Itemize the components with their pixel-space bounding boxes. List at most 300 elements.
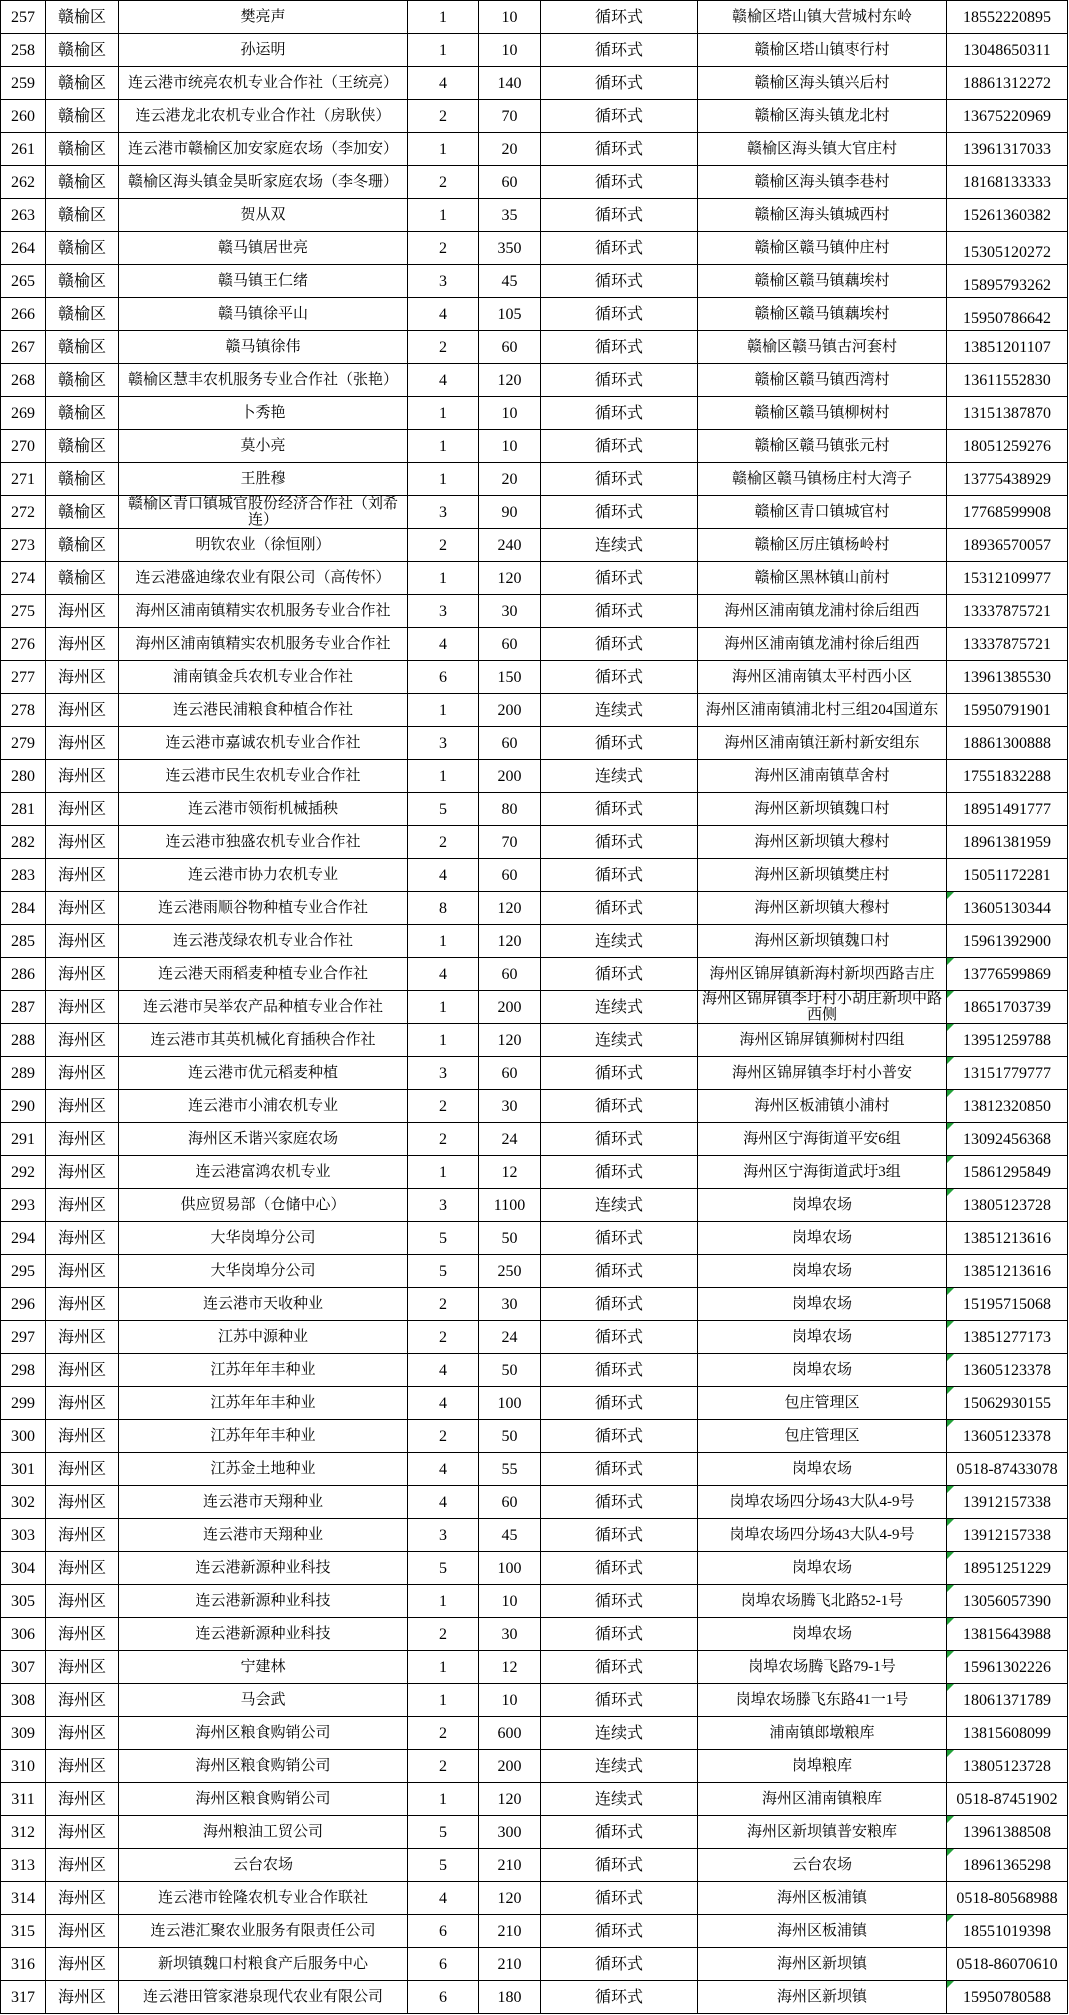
quantity-cell: 4 bbox=[408, 1486, 479, 1519]
capacity-cell: 55 bbox=[479, 1453, 541, 1486]
table-row bbox=[1, 133, 1068, 166]
row-number-cell: 315 bbox=[1, 1915, 46, 1948]
table-row bbox=[1, 892, 1068, 925]
table-row bbox=[1, 694, 1068, 727]
green-triangle-icon bbox=[947, 1519, 954, 1526]
capacity-cell: 120 bbox=[479, 892, 541, 925]
row-number-cell: 306 bbox=[1, 1618, 46, 1651]
dryer-type-cell: 循环式 bbox=[541, 430, 698, 463]
phone-cell: 18552220895 bbox=[947, 1, 1068, 34]
organization-cell: 王胜穆 bbox=[119, 463, 408, 496]
address-cell: 赣榆区青口镇城官村 bbox=[698, 496, 947, 529]
row-number-cell: 268 bbox=[1, 364, 46, 397]
phone-cell: 15861295849 bbox=[947, 1156, 1068, 1189]
address-cell: 赣榆区赣马镇柳树村 bbox=[698, 397, 947, 430]
district-cell: 海州区 bbox=[46, 1420, 119, 1453]
row-number-cell: 264 bbox=[1, 232, 46, 265]
address-cell: 岗埠农场 bbox=[698, 1453, 947, 1486]
capacity-cell: 10 bbox=[479, 34, 541, 67]
dryer-type-cell: 循环式 bbox=[541, 1123, 698, 1156]
organization-cell: 海州区禾谐兴家庭农场 bbox=[119, 1123, 408, 1156]
capacity-cell: 70 bbox=[479, 826, 541, 859]
quantity-cell: 2 bbox=[408, 1090, 479, 1123]
address-cell: 赣榆区黑林镇山前村 bbox=[698, 562, 947, 595]
capacity-cell: 30 bbox=[479, 1288, 541, 1321]
district-cell: 赣榆区 bbox=[46, 463, 119, 496]
address-cell: 岗埠农场四分场43大队4-9号 bbox=[698, 1486, 947, 1519]
table-row bbox=[1, 430, 1068, 463]
organization-cell: 大华岗埠分公司 bbox=[119, 1222, 408, 1255]
capacity-cell: 60 bbox=[479, 1486, 541, 1519]
row-number-cell: 316 bbox=[1, 1948, 46, 1981]
row-number-cell: 294 bbox=[1, 1222, 46, 1255]
phone-cell: 13337875721 bbox=[947, 595, 1068, 628]
organization-cell: 连云港市吴举农产品种植专业合作社 bbox=[119, 991, 408, 1024]
table-row bbox=[1, 1288, 1068, 1321]
address-cell: 海州区锦屏镇新海村新坝西路吉庄 bbox=[698, 958, 947, 991]
organization-cell: 连云港市优元稻麦种植 bbox=[119, 1057, 408, 1090]
green-triangle-icon bbox=[947, 1024, 954, 1031]
row-number-cell: 274 bbox=[1, 562, 46, 595]
district-cell: 海州区 bbox=[46, 793, 119, 826]
capacity-cell: 24 bbox=[479, 1321, 541, 1354]
address-cell: 岗埠农场腾飞路79-1号 bbox=[698, 1651, 947, 1684]
district-cell: 赣榆区 bbox=[46, 298, 119, 331]
district-cell: 海州区 bbox=[46, 1783, 119, 1816]
capacity-cell: 24 bbox=[479, 1123, 541, 1156]
phone-cell: 13815643988 bbox=[947, 1618, 1068, 1651]
address-cell: 海州区板浦镇 bbox=[698, 1915, 947, 1948]
capacity-cell: 20 bbox=[479, 463, 541, 496]
address-cell: 岗埠农场 bbox=[698, 1288, 947, 1321]
phone-cell: 18951251229 bbox=[947, 1552, 1068, 1585]
dryer-type-cell: 循环式 bbox=[541, 100, 698, 133]
dryer-type-cell: 循环式 bbox=[541, 1849, 698, 1882]
quantity-cell: 1 bbox=[408, 694, 479, 727]
organization-cell: 赣马镇居世亮 bbox=[119, 232, 408, 265]
table-row bbox=[1, 1057, 1068, 1090]
quantity-cell: 5 bbox=[408, 1255, 479, 1288]
district-cell: 赣榆区 bbox=[46, 364, 119, 397]
dryer-type-cell: 循环式 bbox=[541, 1, 698, 34]
organization-cell: 连云港汇聚农业服务有限责任公司 bbox=[119, 1915, 408, 1948]
address-cell: 海州区浦南镇龙浦村徐后组西 bbox=[698, 628, 947, 661]
organization-cell: 连云港市嘉诚农机专业合作社 bbox=[119, 727, 408, 760]
dryer-type-cell: 循环式 bbox=[541, 232, 698, 265]
capacity-cell: 50 bbox=[479, 1354, 541, 1387]
phone-cell: 13851213616 bbox=[947, 1255, 1068, 1288]
organization-cell: 赣马镇徐平山 bbox=[119, 298, 408, 331]
quantity-cell: 2 bbox=[408, 1420, 479, 1453]
district-cell: 赣榆区 bbox=[46, 199, 119, 232]
quantity-cell: 4 bbox=[408, 1882, 479, 1915]
table-row bbox=[1, 265, 1068, 298]
capacity-cell: 60 bbox=[479, 166, 541, 199]
organization-cell: 连云港茂绿农机专业合作社 bbox=[119, 925, 408, 958]
organization-cell: 江苏年年丰种业 bbox=[119, 1354, 408, 1387]
organization-cell: 连云港市天翔种业 bbox=[119, 1486, 408, 1519]
district-cell: 海州区 bbox=[46, 1321, 119, 1354]
phone-cell: 18168133333 bbox=[947, 166, 1068, 199]
capacity-cell: 50 bbox=[479, 1420, 541, 1453]
phone-cell: 13048650311 bbox=[947, 34, 1068, 67]
row-number-cell: 300 bbox=[1, 1420, 46, 1453]
district-cell: 赣榆区 bbox=[46, 133, 119, 166]
green-triangle-icon bbox=[947, 1981, 954, 1988]
dryer-type-cell: 循环式 bbox=[541, 859, 698, 892]
organization-cell: 大华岗埠分公司 bbox=[119, 1255, 408, 1288]
row-number-cell: 307 bbox=[1, 1651, 46, 1684]
organization-cell: 赣榆区海头镇金昊昕家庭农场（李冬珊） bbox=[119, 166, 408, 199]
row-number-cell: 298 bbox=[1, 1354, 46, 1387]
address-cell: 赣榆区赣马镇古河套村 bbox=[698, 331, 947, 364]
table-row bbox=[1, 595, 1068, 628]
quantity-cell: 1 bbox=[408, 34, 479, 67]
table-row bbox=[1, 1717, 1068, 1750]
phone-cell: 13337875721 bbox=[947, 628, 1068, 661]
table-row bbox=[1, 628, 1068, 661]
row-number-cell: 309 bbox=[1, 1717, 46, 1750]
dryer-type-cell: 循环式 bbox=[541, 1816, 698, 1849]
quantity-cell: 5 bbox=[408, 793, 479, 826]
phone-cell: 15195715068 bbox=[947, 1288, 1068, 1321]
row-number-cell: 297 bbox=[1, 1321, 46, 1354]
organization-cell: 江苏年年丰种业 bbox=[119, 1420, 408, 1453]
capacity-cell: 30 bbox=[479, 595, 541, 628]
quantity-cell: 1 bbox=[408, 463, 479, 496]
row-number-cell: 266 bbox=[1, 298, 46, 331]
table-row bbox=[1, 661, 1068, 694]
quantity-cell: 2 bbox=[408, 1123, 479, 1156]
district-cell: 海州区 bbox=[46, 1948, 119, 1981]
organization-cell: 连云港富鸿农机专业 bbox=[119, 1156, 408, 1189]
dryer-type-cell: 循环式 bbox=[541, 1222, 698, 1255]
dryer-type-cell: 循环式 bbox=[541, 727, 698, 760]
quantity-cell: 2 bbox=[408, 1321, 479, 1354]
district-cell: 海州区 bbox=[46, 1222, 119, 1255]
green-triangle-icon bbox=[947, 1387, 954, 1394]
table-row bbox=[1, 298, 1068, 331]
phone-cell: 15062930155 bbox=[947, 1387, 1068, 1420]
capacity-cell: 12 bbox=[479, 1156, 541, 1189]
phone-cell: 15950791901 bbox=[947, 694, 1068, 727]
district-cell: 海州区 bbox=[46, 1651, 119, 1684]
phone-cell: 13851213616 bbox=[947, 1222, 1068, 1255]
organization-cell: 海州区浦南镇精实农机服务专业合作社 bbox=[119, 595, 408, 628]
row-number-cell: 278 bbox=[1, 694, 46, 727]
phone-cell: 13775438929 bbox=[947, 463, 1068, 496]
table-row bbox=[1, 1156, 1068, 1189]
table-body bbox=[1, 1, 1068, 2014]
table-row bbox=[1, 199, 1068, 232]
dryer-type-cell: 循环式 bbox=[541, 1618, 698, 1651]
address-cell: 岗埠农场 bbox=[698, 1189, 947, 1222]
row-number-cell: 305 bbox=[1, 1585, 46, 1618]
table-row bbox=[1, 331, 1068, 364]
quantity-cell: 1 bbox=[408, 1, 479, 34]
address-cell: 岗埠农场滕飞东路41一1号 bbox=[698, 1684, 947, 1717]
phone-cell: 15312109977 bbox=[947, 562, 1068, 595]
green-triangle-icon bbox=[947, 1849, 954, 1856]
quantity-cell: 4 bbox=[408, 298, 479, 331]
row-number-cell: 257 bbox=[1, 1, 46, 34]
quantity-cell: 4 bbox=[408, 1387, 479, 1420]
district-cell: 海州区 bbox=[46, 1519, 119, 1552]
capacity-cell: 210 bbox=[479, 1849, 541, 1882]
row-number-cell: 289 bbox=[1, 1057, 46, 1090]
quantity-cell: 1 bbox=[408, 991, 479, 1024]
green-triangle-icon bbox=[947, 1585, 954, 1592]
dryer-type-cell: 连续式 bbox=[541, 1024, 698, 1057]
quantity-cell: 4 bbox=[408, 958, 479, 991]
dryer-type-cell: 连续式 bbox=[541, 925, 698, 958]
table-row bbox=[1, 793, 1068, 826]
capacity-cell: 240 bbox=[479, 529, 541, 562]
address-cell: 岗埠农场 bbox=[698, 1552, 947, 1585]
table-row bbox=[1, 1552, 1068, 1585]
capacity-cell: 120 bbox=[479, 1024, 541, 1057]
dryer-type-cell: 循环式 bbox=[541, 1981, 698, 2014]
dryer-type-cell: 连续式 bbox=[541, 694, 698, 727]
capacity-cell: 250 bbox=[479, 1255, 541, 1288]
phone-cell: 13812320850 bbox=[947, 1090, 1068, 1123]
district-cell: 海州区 bbox=[46, 1618, 119, 1651]
quantity-cell: 2 bbox=[408, 826, 479, 859]
organization-cell: 海州区粮食购销公司 bbox=[119, 1750, 408, 1783]
quantity-cell: 1 bbox=[408, 133, 479, 166]
table-row bbox=[1, 166, 1068, 199]
district-cell: 海州区 bbox=[46, 1684, 119, 1717]
dryer-type-cell: 循环式 bbox=[541, 199, 698, 232]
phone-cell: 13912157338 bbox=[947, 1519, 1068, 1552]
capacity-cell: 100 bbox=[479, 1552, 541, 1585]
quantity-cell: 5 bbox=[408, 1222, 479, 1255]
phone-cell: 15305120272 bbox=[947, 232, 1068, 265]
row-number-cell: 304 bbox=[1, 1552, 46, 1585]
quantity-cell: 1 bbox=[408, 562, 479, 595]
capacity-cell: 120 bbox=[479, 1783, 541, 1816]
district-cell: 赣榆区 bbox=[46, 166, 119, 199]
table-row bbox=[1, 1420, 1068, 1453]
address-cell: 海州区锦屏镇李圩村小胡庄新坝中路西侧 bbox=[698, 991, 947, 1024]
row-number-cell: 281 bbox=[1, 793, 46, 826]
row-number-cell: 312 bbox=[1, 1816, 46, 1849]
table-row bbox=[1, 1123, 1068, 1156]
table-row bbox=[1, 1816, 1068, 1849]
district-cell: 海州区 bbox=[46, 1189, 119, 1222]
table-row bbox=[1, 1585, 1068, 1618]
district-cell: 海州区 bbox=[46, 859, 119, 892]
address-cell: 海州区宁海街道平安6组 bbox=[698, 1123, 947, 1156]
table-row bbox=[1, 529, 1068, 562]
quantity-cell: 5 bbox=[408, 1552, 479, 1585]
quantity-cell: 3 bbox=[408, 1519, 479, 1552]
quantity-cell: 1 bbox=[408, 1585, 479, 1618]
phone-cell: 13675220969 bbox=[947, 100, 1068, 133]
district-cell: 海州区 bbox=[46, 628, 119, 661]
district-cell: 海州区 bbox=[46, 694, 119, 727]
address-cell: 赣榆区海头镇李巷村 bbox=[698, 166, 947, 199]
organization-cell: 卜秀艳 bbox=[119, 397, 408, 430]
capacity-cell: 12 bbox=[479, 1651, 541, 1684]
phone-cell: 13912157338 bbox=[947, 1486, 1068, 1519]
green-triangle-icon bbox=[947, 1552, 954, 1559]
address-cell: 岗埠农场 bbox=[698, 1255, 947, 1288]
green-triangle-icon bbox=[947, 1816, 954, 1823]
address-cell: 包庄管理区 bbox=[698, 1387, 947, 1420]
district-cell: 海州区 bbox=[46, 991, 119, 1024]
address-cell: 赣榆区海头镇大官庄村 bbox=[698, 133, 947, 166]
organization-cell: 孙运明 bbox=[119, 34, 408, 67]
table-row bbox=[1, 34, 1068, 67]
organization-cell: 赣榆区青口镇城官股份经济合作社（刘希连） bbox=[119, 496, 408, 529]
dryer-type-cell: 连续式 bbox=[541, 1717, 698, 1750]
address-cell: 海州区新坝镇魏口村 bbox=[698, 925, 947, 958]
table-row bbox=[1, 1387, 1068, 1420]
district-cell: 赣榆区 bbox=[46, 529, 119, 562]
organization-cell: 贺从双 bbox=[119, 199, 408, 232]
district-cell: 海州区 bbox=[46, 1849, 119, 1882]
phone-cell: 15895793262 bbox=[947, 265, 1068, 298]
address-cell: 海州区浦南镇龙浦村徐后组西 bbox=[698, 595, 947, 628]
capacity-cell: 120 bbox=[479, 562, 541, 595]
organization-cell: 连云港田管家港泉现代农业有限公司 bbox=[119, 1981, 408, 2014]
district-cell: 海州区 bbox=[46, 1486, 119, 1519]
address-cell: 海州区新坝镇普安粮库 bbox=[698, 1816, 947, 1849]
row-number-cell: 262 bbox=[1, 166, 46, 199]
dryer-type-cell: 循环式 bbox=[541, 34, 698, 67]
district-cell: 赣榆区 bbox=[46, 331, 119, 364]
table-row bbox=[1, 496, 1068, 529]
green-triangle-icon bbox=[947, 991, 954, 998]
quantity-cell: 4 bbox=[408, 67, 479, 100]
phone-cell: 18961365298 bbox=[947, 1849, 1068, 1882]
organization-cell: 江苏金土地种业 bbox=[119, 1453, 408, 1486]
table-row bbox=[1, 1618, 1068, 1651]
phone-cell: 13776599869 bbox=[947, 958, 1068, 991]
district-cell: 海州区 bbox=[46, 1750, 119, 1783]
organization-cell: 连云港市独盛农机专业合作社 bbox=[119, 826, 408, 859]
quantity-cell: 1 bbox=[408, 199, 479, 232]
quantity-cell: 1 bbox=[408, 1783, 479, 1816]
quantity-cell: 3 bbox=[408, 727, 479, 760]
row-number-cell: 295 bbox=[1, 1255, 46, 1288]
address-cell: 浦南镇郎墩粮库 bbox=[698, 1717, 947, 1750]
district-cell: 赣榆区 bbox=[46, 67, 119, 100]
dryer-type-cell: 循环式 bbox=[541, 133, 698, 166]
row-number-cell: 259 bbox=[1, 67, 46, 100]
phone-cell: 13605130344 bbox=[947, 892, 1068, 925]
organization-cell: 海州粮油工贸公司 bbox=[119, 1816, 408, 1849]
quantity-cell: 2 bbox=[408, 1750, 479, 1783]
address-cell: 岗埠农场 bbox=[698, 1354, 947, 1387]
district-cell: 海州区 bbox=[46, 1024, 119, 1057]
organization-cell: 连云港市赣榆区加安家庭农场（李加安） bbox=[119, 133, 408, 166]
address-cell: 海州区锦屏镇狮树村四组 bbox=[698, 1024, 947, 1057]
district-cell: 海州区 bbox=[46, 1255, 119, 1288]
dryer-type-cell: 循环式 bbox=[541, 1453, 698, 1486]
district-cell: 海州区 bbox=[46, 1090, 119, 1123]
green-triangle-icon bbox=[947, 1684, 954, 1691]
quantity-cell: 1 bbox=[408, 1684, 479, 1717]
green-triangle-icon bbox=[947, 1288, 954, 1295]
dryer-type-cell: 循环式 bbox=[541, 1090, 698, 1123]
capacity-cell: 60 bbox=[479, 958, 541, 991]
row-number-cell: 283 bbox=[1, 859, 46, 892]
address-cell: 赣榆区赣马镇张元村 bbox=[698, 430, 947, 463]
table-row bbox=[1, 958, 1068, 991]
row-number-cell: 273 bbox=[1, 529, 46, 562]
capacity-cell: 60 bbox=[479, 628, 541, 661]
quantity-cell: 4 bbox=[408, 859, 479, 892]
capacity-cell: 200 bbox=[479, 694, 541, 727]
phone-cell: 15051172281 bbox=[947, 859, 1068, 892]
address-cell: 赣榆区海头镇兴后村 bbox=[698, 67, 947, 100]
district-cell: 海州区 bbox=[46, 826, 119, 859]
green-triangle-icon bbox=[947, 1486, 954, 1493]
capacity-cell: 140 bbox=[479, 67, 541, 100]
row-number-cell: 272 bbox=[1, 496, 46, 529]
address-cell: 岗埠农场腾飞北路52-1号 bbox=[698, 1585, 947, 1618]
green-triangle-icon bbox=[947, 1354, 954, 1361]
address-cell: 赣榆区赣马镇仲庄村 bbox=[698, 232, 947, 265]
capacity-cell: 210 bbox=[479, 1948, 541, 1981]
address-cell: 海州区浦南镇草舍村 bbox=[698, 760, 947, 793]
address-cell: 海州区新坝镇大穆村 bbox=[698, 892, 947, 925]
quantity-cell: 5 bbox=[408, 1816, 479, 1849]
address-cell: 赣榆区赣马镇西湾村 bbox=[698, 364, 947, 397]
capacity-cell: 200 bbox=[479, 1750, 541, 1783]
row-number-cell: 310 bbox=[1, 1750, 46, 1783]
district-cell: 赣榆区 bbox=[46, 1, 119, 34]
phone-cell: 18051259276 bbox=[947, 430, 1068, 463]
table-row bbox=[1, 1981, 1068, 2014]
address-cell: 海州区浦南镇汪新村新安组东 bbox=[698, 727, 947, 760]
dryer-type-cell: 循环式 bbox=[541, 1288, 698, 1321]
district-cell: 海州区 bbox=[46, 661, 119, 694]
phone-cell: 15261360382 bbox=[947, 199, 1068, 232]
quantity-cell: 2 bbox=[408, 529, 479, 562]
organization-cell: 连云港新源种业科技 bbox=[119, 1552, 408, 1585]
organization-cell: 赣马镇王仁绪 bbox=[119, 265, 408, 298]
address-cell: 岗埠农场 bbox=[698, 1321, 947, 1354]
district-cell: 海州区 bbox=[46, 958, 119, 991]
address-cell: 海州区浦南镇太平村西小区 bbox=[698, 661, 947, 694]
quantity-cell: 2 bbox=[408, 331, 479, 364]
district-cell: 海州区 bbox=[46, 1816, 119, 1849]
organization-cell: 樊亮声 bbox=[119, 1, 408, 34]
row-number-cell: 280 bbox=[1, 760, 46, 793]
district-cell: 海州区 bbox=[46, 1585, 119, 1618]
green-triangle-icon bbox=[947, 1123, 954, 1130]
dryer-type-cell: 循环式 bbox=[541, 364, 698, 397]
table-row bbox=[1, 397, 1068, 430]
phone-cell: 15950780588 bbox=[947, 1981, 1068, 2014]
row-number-cell: 303 bbox=[1, 1519, 46, 1552]
dryer-type-cell: 循环式 bbox=[541, 1915, 698, 1948]
dryer-type-cell: 循环式 bbox=[541, 67, 698, 100]
table-row bbox=[1, 1684, 1068, 1717]
table-row bbox=[1, 1, 1068, 34]
capacity-cell: 600 bbox=[479, 1717, 541, 1750]
capacity-cell: 100 bbox=[479, 1387, 541, 1420]
row-number-cell: 314 bbox=[1, 1882, 46, 1915]
district-cell: 海州区 bbox=[46, 1981, 119, 2014]
phone-cell: 0518-86070610 bbox=[947, 1948, 1068, 1981]
green-triangle-icon bbox=[947, 1420, 954, 1427]
dryer-type-cell: 循环式 bbox=[541, 166, 698, 199]
dryer-type-cell: 循环式 bbox=[541, 1948, 698, 1981]
